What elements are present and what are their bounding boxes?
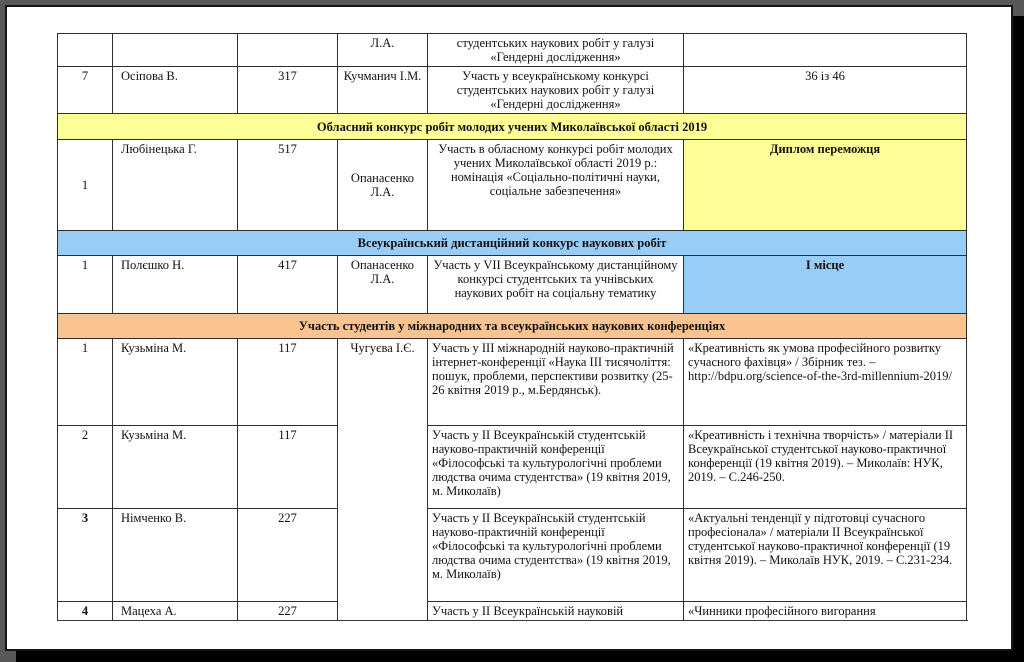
cell-result: 36 із 46 [684,67,967,114]
cell-activity: Участь у ІІ Всеукраїнській науковій [428,602,684,622]
cell-group: 517 [238,140,338,231]
cell-activity: Участь у ІІ Всеукраїнській студентській науково-практичній конференції «Філософські та культурологічні проблеми людства очима студентства» (19 квітня 2019, м. Миколаїв) [428,509,684,602]
cell-name: Кузьміна М. [113,426,238,509]
cell-name: Кузьміна М. [113,339,238,426]
cell-name: Осіпова В. [113,67,238,114]
cell-advisor: Кучманич І.М. [338,67,428,114]
cell-activity: Участь у VII Всеукраїнському дистанційному конкурсі студентських та учнівських наукових робіт на соціальну тематику [428,256,684,314]
cell-activity: Участь у всеукраїнському конкурсі студентських наукових робіт у галузі «Гендерні дослідження» [428,67,684,114]
cell-activity: студентських наукових робіт у галузі «Гендерні дослідження» [428,34,684,67]
cell-name: Полєшко Н. [113,256,238,314]
section-header-conference [58,314,967,339]
section-header-distance [58,231,967,256]
cell-name: Мацеха А. [113,602,238,622]
cell-advisor: Л.А. [338,34,428,67]
cell-activity: Участь у ІІІ міжнародній науково-практичній інтернет-конференції «Наука ІІІ тисячоліття: пошук, проблеми, перспективи розвитку (25-26 квітня 2019 р., м.Бердянськ). [428,339,684,426]
table-row-conference-4 [58,602,967,622]
cell-group: 417 [238,256,338,314]
cell-num: 3 [58,509,113,602]
cell-name: Любінецька Г. [113,140,238,231]
cell-num: 1 [58,339,113,426]
section-title: Обласний конкурс робіт молодих учених Миколаївської області 2019 [58,114,967,140]
cell-group [238,34,338,67]
cell-group: 227 [238,602,338,622]
document-page [5,5,1013,651]
cell-advisor: Опанасенко Л.А. [338,256,428,314]
cell-result: «Актуальні тенденції у підготовці сучасного професіонала» / матеріали ІІ Всеукраїнської студентської науково-практичної конференції (19 квітня 2019). – Миколаїв НУК, 2019. – С.231-234. [684,509,967,602]
cell-num [58,34,113,67]
cell-num: 7 [58,67,113,114]
cell-result: «Чинники професійного вигорання [684,602,967,622]
table-row-conference-2 [58,426,967,509]
table-row-conference-3 [58,509,967,602]
section-title: Участь студентів у міжнародних та всеукраїнських наукових конференціях [58,314,967,339]
cell-num: 4 [58,602,113,622]
cell-advisor: Опанасенко Л.А. [338,140,428,231]
cell-name [113,34,238,67]
cell-result: «Креативність як умова професійного розвитку сучасного фахівця» / Збірник тез. –http://bdpu.org/science-of-the-3rd-millennium-2019/ [684,339,967,426]
cell-num: 1 [58,140,113,231]
table-viewport [57,33,968,621]
cell-result: Диплом переможця [684,140,967,231]
table-row-7 [58,67,967,114]
cell-num: 1 [58,256,113,314]
table-row-conference-1 [58,339,967,426]
table-row-regional-1 [58,140,967,231]
achievements-table [57,33,967,621]
section-header-regional [58,114,967,140]
cell-group: 117 [238,339,338,426]
cell-num: 2 [58,426,113,509]
cell-group: 117 [238,426,338,509]
table-row-continuation [58,34,967,67]
cell-result [684,34,967,67]
cell-activity: Участь у ІІ Всеукраїнській студентській науково-практичній конференції «Філософські та культурологічні проблеми людства очима студентства» (19 квітня 2019, м. Миколаїв) [428,426,684,509]
cell-result: І місце [684,256,967,314]
section-title: Всеукраїнський дистанційний конкурс наукових робіт [58,231,967,256]
cell-result: «Креативність і технічна творчість» / матеріали ІІ Всеукраїнської студентської науково-практичної конференції (19 квітня 2019). – Миколаїв: НУК, 2019. – С.246-250. [684,426,967,509]
cell-advisor: Чугуєва І.Є. [338,339,428,622]
table-row-distance-1 [58,256,967,314]
cell-activity: Участь в обласному конкурсі робіт молодих учених Миколаївської області 2019 р.: номінація «Соціально-політичні науки, соціальне забезпечення» [428,140,684,231]
cell-group: 317 [238,67,338,114]
cell-group: 227 [238,509,338,602]
cell-name: Німченко В. [113,509,238,602]
